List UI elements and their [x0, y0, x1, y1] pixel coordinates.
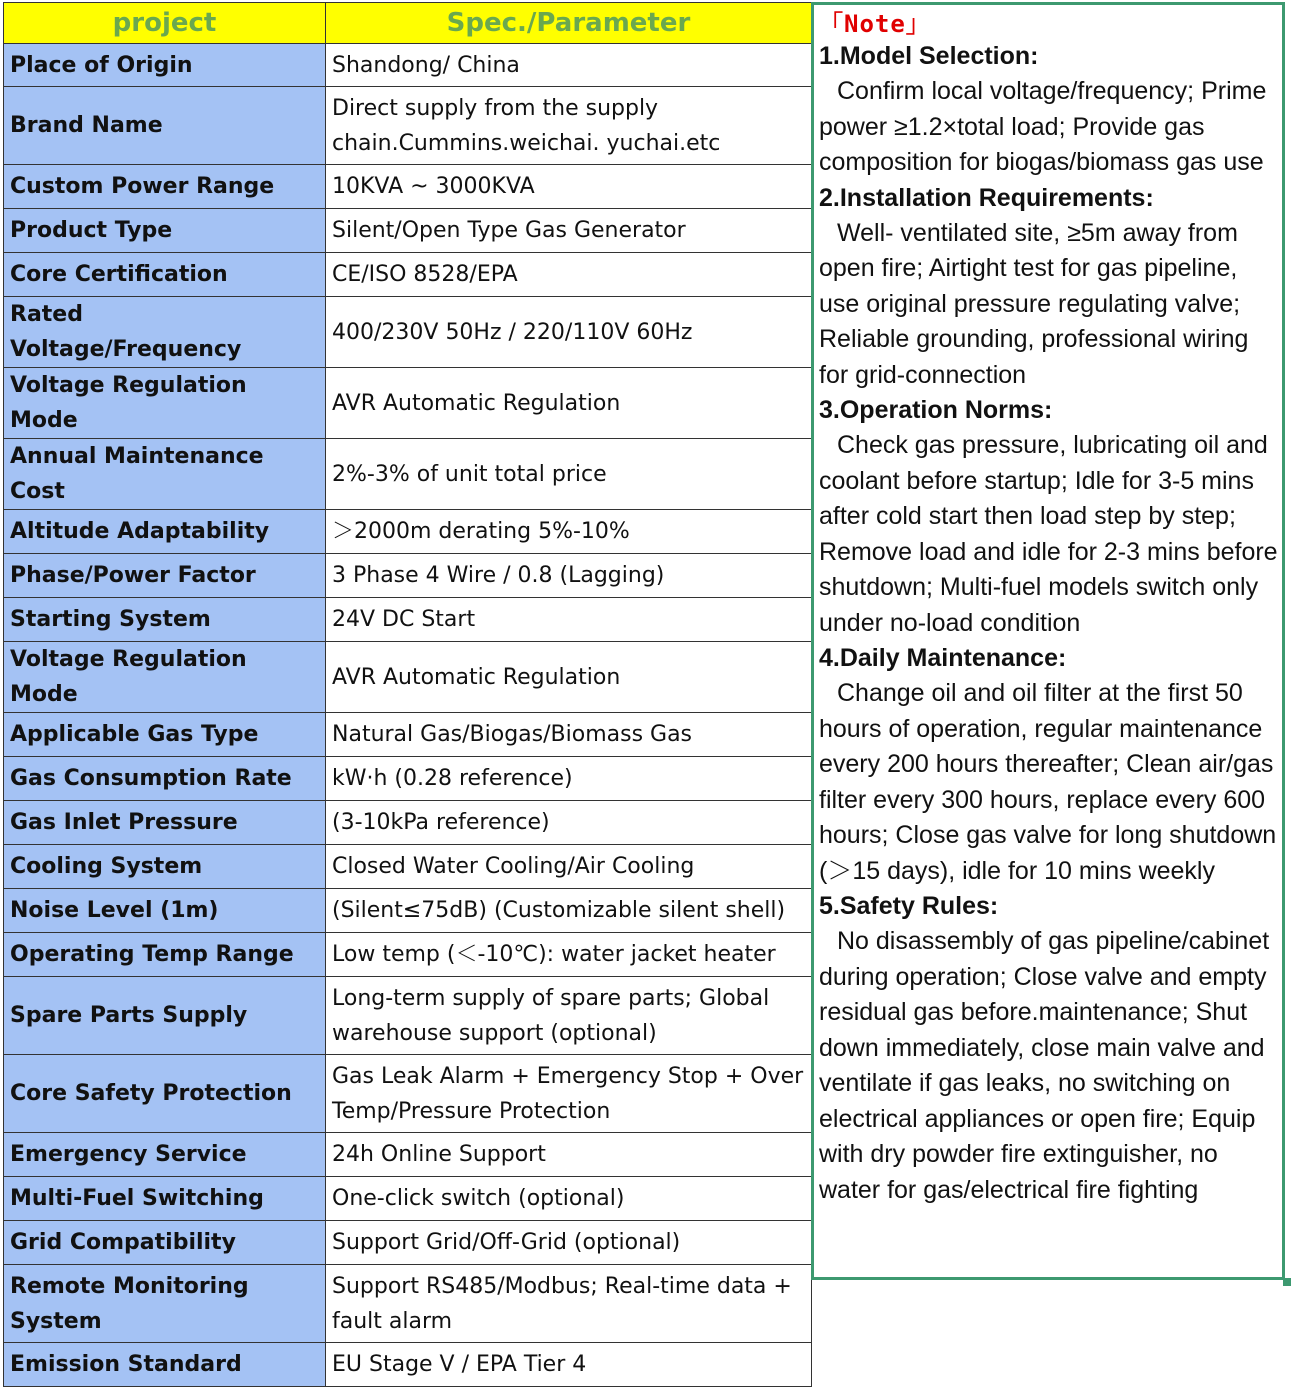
param-name: Core Certification [4, 253, 326, 297]
param-value: One-click switch (optional) [326, 1177, 812, 1221]
table-row [4, 253, 812, 297]
param-name: Gas Consumption Rate [4, 757, 326, 801]
param-value: Silent/Open Type Gas Generator [326, 209, 812, 253]
table-row [4, 977, 812, 1055]
note-section [819, 181, 1278, 394]
param-name: Phase/Power Factor [4, 554, 326, 598]
table-row [4, 510, 812, 554]
param-value: Closed Water Cooling/Air Cooling [326, 845, 812, 889]
table-row [4, 933, 812, 977]
table-row [4, 165, 812, 209]
spec-table-body [4, 44, 812, 1387]
param-name: Core Safety Protection [4, 1055, 326, 1133]
param-name: Grid Compatibility [4, 1221, 326, 1265]
note-body: Well- ventilated site, ≥5m away from open fire; Airtight test for gas pipeline, use original pressure regulating valve; Reliable grounding, professional wiring for grid-connection [819, 218, 1249, 389]
param-name: Applicable Gas Type [4, 713, 326, 757]
note-sections [819, 39, 1278, 1208]
table-row [4, 1221, 812, 1265]
resize-handle [1283, 1278, 1291, 1286]
table-header-row [4, 3, 812, 44]
param-value: EU Stage V / EPA Tier 4 [326, 1343, 812, 1387]
param-value: Low temp (＜-10℃): water jacket heater [326, 933, 812, 977]
note-heading: 2.Installation Requirements: [819, 183, 1154, 212]
param-value: Natural Gas/Biogas/Biomass Gas [326, 713, 812, 757]
param-name: Multi-Fuel Switching [4, 1177, 326, 1221]
spec-table [3, 2, 812, 1387]
param-value: Support RS485/Modbus; Real-time data + fault alarm [326, 1265, 812, 1343]
table-row [4, 439, 812, 510]
table-row [4, 1343, 812, 1387]
param-name: Emission Standard [4, 1343, 326, 1387]
note-panel [811, 2, 1285, 1280]
note-body: Confirm local voltage/frequency; Prime power ≥1.2×total load; Provide gas composition for biogas/biomass gas use [819, 77, 1267, 176]
param-name: Altitude Adaptability [4, 510, 326, 554]
param-value: AVR Automatic Regulation [326, 368, 812, 439]
table-row [4, 44, 812, 87]
param-name: Spare Parts Supply [4, 977, 326, 1055]
note-body: Check gas pressure, lubricating oil and coolant before startup; Idle for 3-5 mins after cold start then load step by step; Remove load and idle for 2-3 mins before shutdown; Multi-fuel models switch only under no-load condition [819, 431, 1278, 637]
table-row [4, 889, 812, 933]
note-heading: 5.Safety Rules: [819, 892, 999, 920]
header-spec: Spec./Parameter [326, 3, 812, 44]
param-name: Operating Temp Range [4, 933, 326, 977]
table-row [4, 297, 812, 368]
param-value: 3 Phase 4 Wire / 0.8 (Lagging) [326, 554, 812, 598]
param-value: 10KVA ~ 3000KVA [326, 165, 812, 209]
note-section [819, 889, 1278, 1208]
table-row [4, 757, 812, 801]
table-row [4, 87, 812, 165]
param-name: Noise Level (1m) [4, 889, 326, 933]
table-row [4, 801, 812, 845]
param-name: Product Type [4, 209, 326, 253]
param-name: Brand Name [4, 87, 326, 165]
table-row [4, 554, 812, 598]
table-row [4, 368, 812, 439]
param-name: Emergency Service [4, 1133, 326, 1177]
table-row [4, 642, 812, 713]
param-value: Shandong/ China [326, 44, 812, 87]
table-row [4, 1055, 812, 1133]
param-name: Gas Inlet Pressure [4, 801, 326, 845]
param-value: Long-term supply of spare parts; Global warehouse support (optional) [326, 977, 812, 1055]
param-value: 400/230V 50Hz / 220/110V 60Hz [326, 297, 812, 368]
param-value: ＞2000m derating 5%-10% [326, 510, 812, 554]
note-heading: 4.Daily Maintenance: [819, 644, 1067, 672]
param-value: Direct supply from the supply chain.Cummins.weichai. yuchai.etc [326, 87, 812, 165]
header-project: project [4, 3, 326, 44]
table-row [4, 1177, 812, 1221]
param-value: AVR Automatic Regulation [326, 642, 812, 713]
note-body: No disassembly of gas pipeline/cabinet during operation; Close valve and empty residual gas before.maintenance; Shut down immediately, close main valve and ventilate if gas leaks, no switching on electrical appliances or open fire; Equip with dry powder fire extinguisher, no water for gas/electrical fire fighting [819, 927, 1270, 1204]
param-value: kW·h (0.28 reference) [326, 757, 812, 801]
note-section [819, 393, 1278, 641]
param-name: Cooling System [4, 845, 326, 889]
param-name: Remote Monitoring System [4, 1265, 326, 1343]
table-row [4, 598, 812, 642]
param-value: Gas Leak Alarm + Emergency Stop + Over Temp/Pressure Protection [326, 1055, 812, 1133]
param-name: Rated Voltage/Frequency [4, 297, 326, 368]
param-name: Voltage Regulation Mode [4, 368, 326, 439]
table-row [4, 713, 812, 757]
note-heading: 1.Model Selection: [819, 42, 1039, 70]
note-section [819, 39, 1278, 181]
table-row [4, 1133, 812, 1177]
param-value: Support Grid/Off-Grid (optional) [326, 1221, 812, 1265]
param-name: Annual Maintenance Cost [4, 439, 326, 510]
param-value: 2%-3% of unit total price [326, 439, 812, 510]
param-name: Voltage Regulation Mode [4, 642, 326, 713]
param-value: (Silent≤75dB) (Customizable silent shell) [326, 889, 812, 933]
param-value: 24h Online Support [326, 1133, 812, 1177]
note-title: 「Note」 [819, 10, 931, 38]
table-row [4, 209, 812, 253]
param-value: CE/ISO 8528/EPA [326, 253, 812, 297]
param-value: 24V DC Start [326, 598, 812, 642]
param-name: Starting System [4, 598, 326, 642]
table-row [4, 845, 812, 889]
table-row [4, 1265, 812, 1343]
note-heading: 3.Operation Norms: [819, 396, 1053, 424]
param-name: Place of Origin [4, 44, 326, 87]
param-name: Custom Power Range [4, 165, 326, 209]
note-section [819, 641, 1278, 889]
note-body: Change oil and oil filter at the first 50 hours of operation, regular maintenance every 200 hours thereafter; Clean air/gas filter every 300 hours, replace every 600 hours; Close gas valve for long shutdown (＞15 days), idle for 10 mins weekly [819, 679, 1277, 885]
param-value: (3-10kPa reference) [326, 801, 812, 845]
